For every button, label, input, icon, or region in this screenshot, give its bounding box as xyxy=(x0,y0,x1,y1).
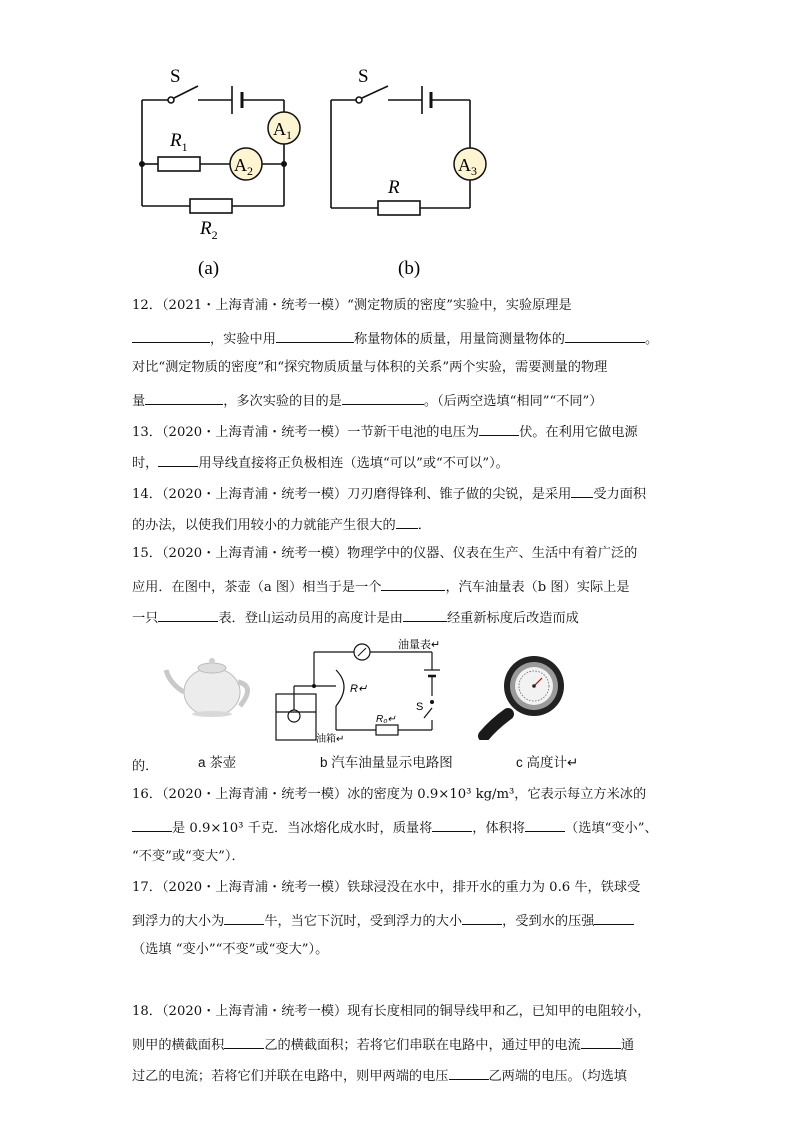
fuel-tank-label: 油箱↵ xyxy=(316,734,345,745)
q18-line-1: 18．（2020・上海青浦・统考一模）现有长度相同的铜导线甲和乙，已知甲的电阻较小， xyxy=(132,1004,651,1019)
ammeter-a2-symbol: A xyxy=(234,155,247,175)
r-label: R xyxy=(388,177,400,198)
ammeter-a3-subscript: 3 xyxy=(471,164,477,178)
q13-line-2: 时， 用导线直接将正负极相连（选填“可以”或“不可以”）。 xyxy=(132,452,509,473)
fuel-gauge-circuit xyxy=(272,636,460,748)
q12-line-1: 12．（2021・上海青浦・统考一模）“测定物质的密度”实验中，实验原理是 xyxy=(132,298,572,313)
fuel-gauge-label: 油量表↵ xyxy=(398,639,441,651)
switch-label: S xyxy=(170,66,181,87)
caption-teapot: a 茶壶 xyxy=(198,755,237,770)
circuit-diagram-a xyxy=(128,60,308,280)
q14-line-2: 的办法，以使我们用较小的力就能产生很大的 ． xyxy=(132,514,431,535)
ammeter-a2-subscript: 2 xyxy=(247,164,253,178)
ammeter-a1-symbol: A xyxy=(273,119,286,139)
circuit-diagram-b xyxy=(318,60,498,280)
teapot-image xyxy=(160,650,260,720)
r2-label: R xyxy=(200,218,212,239)
caption-a: (a) xyxy=(198,258,220,279)
caption-b: (b) xyxy=(398,258,421,279)
q13-line-1: 13．（2020・上海青浦・统考一模）一节新干电池的电压为 伏。在利用它做电源 xyxy=(132,421,638,442)
r1-subscript: 1 xyxy=(181,140,188,154)
q17-line-3: （选填 “变小”“不变”或“变大”）。 xyxy=(132,942,329,957)
q18-line-2: 则甲的横截面积 乙的横截面积；若将它们串联在电路中，通过甲的电流 通 xyxy=(132,1034,634,1055)
q16-line-1: 16．（2020・上海青浦・统考一模）冰的密度为 0.9×10³ kg/m³，它表示每立方米冰的 xyxy=(132,787,647,802)
switch-label: S xyxy=(358,66,369,87)
q16-line-3: “不变”或“变大”）． xyxy=(132,849,245,864)
q17-line-2: 到浮力的大小为 牛，当它下沉时，受到浮力的大小 ，受到水的压强 xyxy=(132,910,634,931)
switch-label: S xyxy=(416,701,424,713)
q16-line-2: 是 0.9×10³ 千克．当冰熔化成水时，质量将 ，体积将 （选填“变小”、 xyxy=(132,817,658,838)
q17-line-1: 17．（2020・上海青浦・统考一模）铁球浸没在水中，排开水的重力为 0.6 牛，铁球受 xyxy=(132,880,641,895)
resistor-r-label: R↵ xyxy=(350,683,368,695)
r1-label: R xyxy=(170,130,182,151)
ammeter-a3-symbol: A xyxy=(458,155,471,175)
q14-line-1: 14．（2020・上海青浦・统考一模）刀刃磨得锋利、锥子做的尖锐，是采用 受力面积 xyxy=(132,483,646,504)
caption-altimeter: c 高度计↵ xyxy=(516,755,579,770)
ammeter-a1-subscript: 1 xyxy=(286,128,292,142)
q12-line-4: 量 ，多次实验的目的是 。（后两空选填“相同”“不同”） xyxy=(132,390,603,411)
q12-line-3: 对比“测定物质的密度”和“探究物质质量与体积的关系”两个实验，需要测量的物理 xyxy=(132,360,608,375)
svg-text:R2 xyxy=(199,218,218,242)
q15-line-2: 应用．在图中，茶壶（a 图）相当于是一个 ，汽车油量表（b 图）实际上是 xyxy=(132,576,630,597)
svg-text:R1 xyxy=(169,130,188,154)
r2-subscript: 2 xyxy=(211,228,218,242)
resistor-r0-label: R₀↵ xyxy=(376,714,396,725)
q18-line-3: 过乙的电流；若将它们并联在电路中，则甲两端的电压 乙两端的电压。（均选填 xyxy=(132,1065,627,1086)
q15-line-1: 15．（2020・上海青浦・统考一模）物理学中的仪器、仪表在生产、生活中有着广泛的 xyxy=(132,546,638,561)
q12-line-2: ，实验中用 称量物体的质量，用量筒测量物体的 。 xyxy=(132,328,658,349)
q15-line-end: 的． xyxy=(132,759,159,774)
altimeter-image xyxy=(474,650,584,740)
caption-fuel-circuit: b 汽车油量显示电路图 xyxy=(320,755,453,770)
q15-line-3: 一只 表．登山运动员用的高度计是由 经重新标度后改造而成 xyxy=(132,607,579,628)
